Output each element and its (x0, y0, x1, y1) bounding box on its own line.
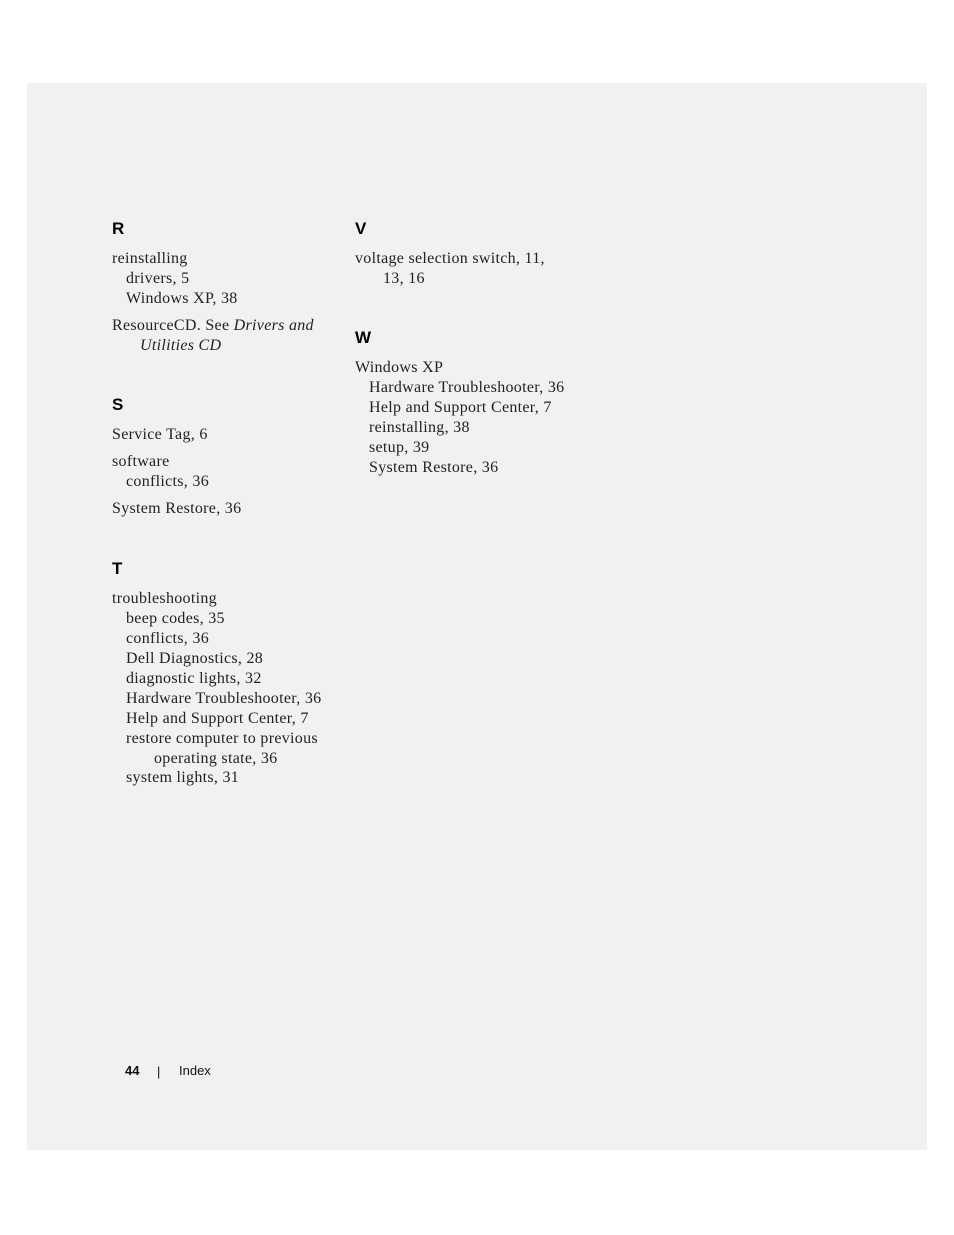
index-entry-group (112, 425, 337, 445)
index-entry: reinstalling (112, 250, 188, 267)
section-letter: W (355, 328, 372, 347)
index-entry-group (112, 499, 337, 519)
index-subentry: setup, 39 (369, 439, 430, 456)
index-entry: voltage selection switch, 11, (355, 250, 545, 267)
index-entry-group (355, 249, 580, 288)
section-letter: V (355, 219, 367, 238)
index-subentry: reinstalling, 38 (369, 419, 470, 436)
index-entry-group (112, 316, 337, 355)
section-letter: T (112, 559, 123, 578)
index-subentry: conflicts, 36 (126, 473, 209, 490)
index-subentry: drivers, 5 (126, 270, 190, 287)
index-subentry-continued: operating state, 36 (154, 750, 278, 767)
document-page (27, 83, 927, 1150)
index-section-v (355, 219, 580, 288)
index-section-w (355, 328, 580, 478)
index-section-t (112, 559, 337, 788)
index-entry-continued: 13, 16 (383, 270, 425, 287)
see-reference-prefix: ResourceCD. See (112, 317, 234, 334)
footer-separator: | (157, 1064, 161, 1079)
index-subentry: conflicts, 36 (126, 630, 209, 647)
index-subentry: Hardware Troubleshooter, 36 (369, 379, 565, 396)
index-section-s (112, 395, 337, 519)
index-subentry: Dell Diagnostics, 28 (126, 650, 264, 667)
page-number: 44 (125, 1063, 140, 1078)
index-entry: software (112, 453, 170, 470)
index-subentry: Windows XP, 38 (126, 290, 238, 307)
index-entry-group (355, 358, 580, 478)
index-column-left (112, 219, 337, 828)
index-entry: System Restore, 36 (112, 500, 242, 517)
index-section-r (112, 219, 337, 355)
index-subentry: Hardware Troubleshooter, 36 (126, 690, 322, 707)
index-entry: Windows XP (355, 359, 444, 376)
index-column-right (355, 219, 580, 518)
index-subentry: diagnostic lights, 32 (126, 670, 262, 687)
section-letter: R (112, 219, 125, 238)
index-entry-group (112, 249, 337, 309)
index-entry (112, 316, 337, 336)
index-entry-group (112, 452, 337, 492)
index-subentry: System Restore, 36 (369, 459, 499, 476)
footer-section-label: Index (179, 1063, 211, 1078)
section-letter: S (112, 395, 124, 414)
index-entry: Service Tag, 6 (112, 426, 208, 443)
index-subentry: beep codes, 35 (126, 610, 225, 627)
see-reference-target-continued: Utilities CD (140, 337, 222, 354)
see-reference-target: Drivers and (233, 317, 314, 334)
index-entry-group (112, 589, 337, 788)
index-subentry: Help and Support Center, 7 (369, 399, 552, 416)
index-entry: troubleshooting (112, 590, 217, 607)
index-subentry: restore computer to previous (126, 730, 318, 747)
index-subentry: system lights, 31 (126, 769, 240, 786)
index-subentry: Help and Support Center, 7 (126, 710, 309, 727)
